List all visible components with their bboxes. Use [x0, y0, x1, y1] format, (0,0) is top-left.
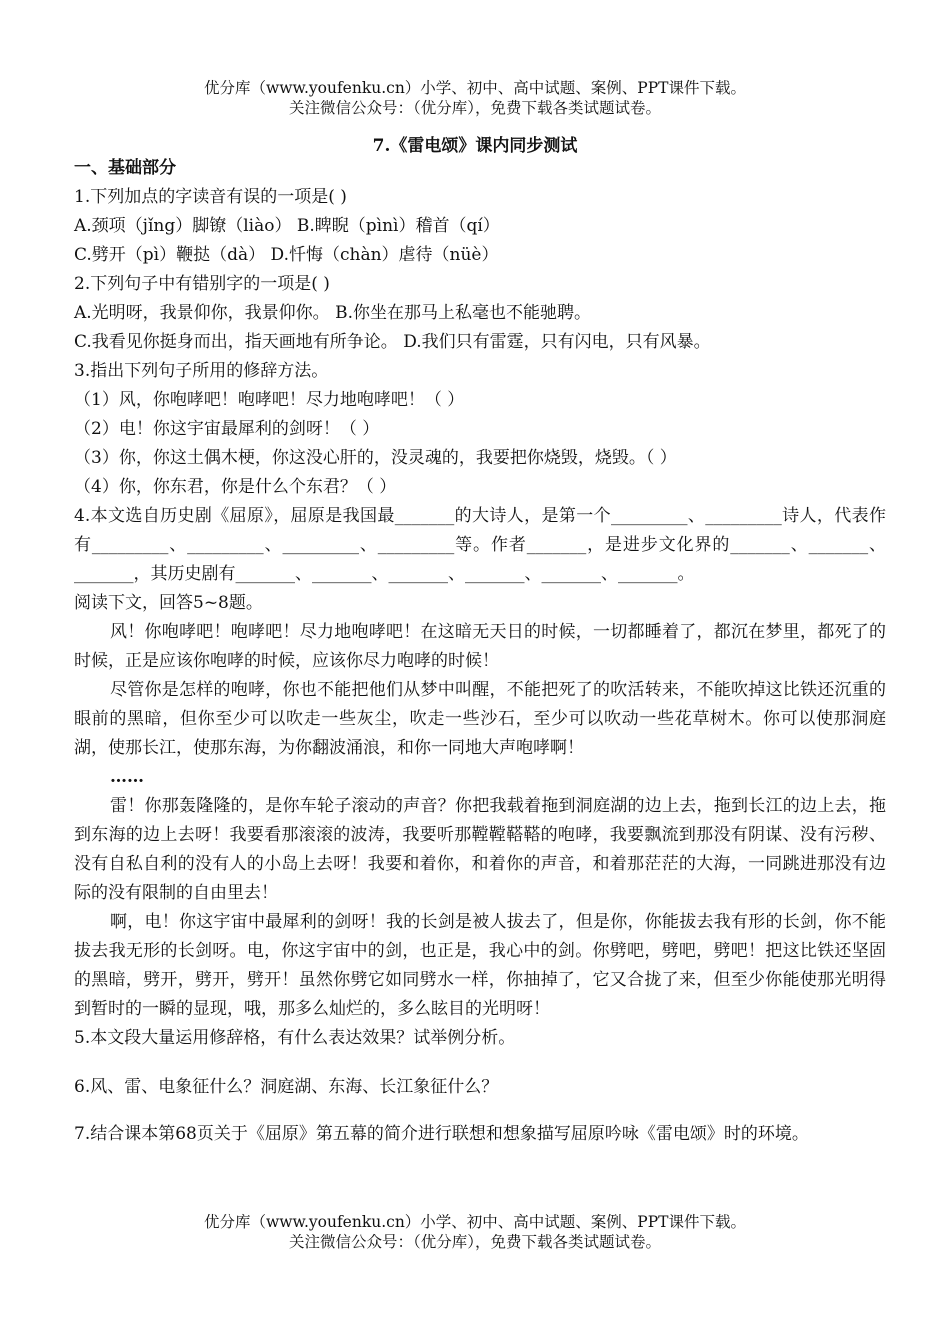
page-footer: [0, 1212, 950, 1252]
section-heading: 一、基础部分: [74, 158, 176, 178]
question-3-stem: 3.指出下列句子所用的修辞方法。: [74, 361, 329, 381]
page-header: [0, 78, 950, 118]
question-3-item: （2）电！你这宇宙最犀利的剑呀！（ ）: [74, 419, 380, 439]
question-1: [74, 183, 886, 270]
question-4: 4.本文选自历史剧《屈原》，屈原是我国最_______的大诗人，是第一个_________、_________诗人，代表作有_________、_________、_________、_________等。作者_______，是进步文化界的_______、_______、_______，其历史剧有_______、_______、_______、_______、_______、_______。: [74, 506, 886, 584]
question-2-stem: 2.下列句子中有错别字的一项是( ): [74, 274, 330, 294]
question-1-options-ab: A.颈项（jǐng）脚镣（liào） B.睥睨（pìnì）稽首（qí）: [74, 216, 500, 236]
question-5: 5.本文段大量运用修辞格，有什么表达效果？试举例分析。: [74, 1028, 516, 1048]
question-1-options-cd: C.劈开（pì）鞭挞（dà） D.忏悔（chàn）虐待（nüè）: [74, 245, 499, 265]
question-2-options-cd: C.我看见你挺身而出，指天画地有所争论。 D.我们只有雷霆，只有闪电，只有风暴。: [74, 332, 711, 352]
reading-paragraph: 尽管你是怎样的咆哮，你也不能把他们从梦中叫醒，不能把死了的吹活转来，不能吹掉这比铁还沉重的眼前的黑暗，但你至少可以吹走一些灰尘，吹走一些沙石，至少可以吹动一些花草树木。你可以使那洞庭湖，使那长江，使那东海，为你翻波涌浪，和你一同地大声咆哮啊！: [74, 680, 886, 758]
question-3: [74, 357, 886, 502]
reading-paragraph: 雷！你那轰隆隆的，是你车轮子滚动的声音？你把我载着拖到洞庭湖的边上去，拖到长江的边上去，拖到东海的边上去呀！我要看那滚滚的波涛，我要听那鞺鞺鞳鞳的咆哮，我要飘流到那没有阴谋、没有污秽、没有自私自利的没有人的小岛上去呀！我要和着你，和着你的声音，和着那茫茫的大海，一同跳进那没有边际的没有限制的自由里去！: [74, 796, 886, 903]
header-line-2: 关注微信公众号：（优分库），免费下载各类试题试卷。: [288, 99, 661, 117]
document-title: 7.《雷电颂》课内同步测试: [372, 136, 578, 156]
question-2: [74, 270, 886, 357]
footer-line-1: 优分库（www.youfenku.cn）小学、初中、高中试题、案例、PPT课件下载。: [203, 1213, 747, 1231]
question-2-options-ab: A.光明呀，我景仰你，我景仰你。 B.你坐在那马上私毫也不能驰聘。: [74, 303, 591, 323]
question-7: 7.结合课本第68页关于《屈原》第五幕的简介进行联想和想象描写屈原吟咏《雷电颂》时的环境。: [74, 1124, 809, 1144]
reading-intro: 阅读下文，回答5~8题。: [74, 593, 263, 613]
reading-paragraph: 啊，电！你这宇宙中最犀利的剑呀！我的长剑是被人拔去了，但是你，你能拔去我有形的长剑，你不能拔去我无形的长剑呀。电，你这宇宙中的剑，也正是，我心中的剑。你劈吧，劈吧，劈吧！把这比铁还坚固的黑暗，劈开，劈开，劈开！虽然你劈它如同劈水一样，你抽掉了，它又合拢了来，但至少你能使那光明得到暂时的一瞬的显现，哦，那多么灿烂的，多么眩目的光明呀！: [74, 912, 886, 1019]
reading-paragraph: 风！你咆哮吧！咆哮吧！尽力地咆哮吧！在这暗无天日的时候，一切都睡着了，都沉在梦里，都死了的时候，正是应该你咆哮的时候，应该你尽力咆哮的时候！: [74, 622, 886, 671]
footer-line-2: 关注微信公众号：（优分库），免费下载各类试题试卷。: [288, 1233, 661, 1251]
question-6: 6.风、雷、电象征什么？洞庭湖、东海、长江象征什么？: [74, 1077, 499, 1097]
document-body: [74, 154, 886, 1149]
question-1-stem: 1.下列加点的字读音有误的一项是( ): [74, 187, 347, 207]
question-3-item: （3）你，你这土偶木梗，你这没心肝的，没灵魂的，我要把你烧毁，烧毁。（ ）: [74, 448, 677, 468]
reading-ellipsis: ……: [110, 767, 144, 787]
header-line-1: 优分库（www.youfenku.cn）小学、初中、高中试题、案例、PPT课件下载。: [203, 79, 747, 97]
question-3-item: （4）你，你东君，你是什么个东君？（ ）: [74, 477, 397, 497]
question-3-item: （1）风，你咆哮吧！咆哮吧！尽力地咆哮吧！（ ）: [74, 390, 465, 410]
